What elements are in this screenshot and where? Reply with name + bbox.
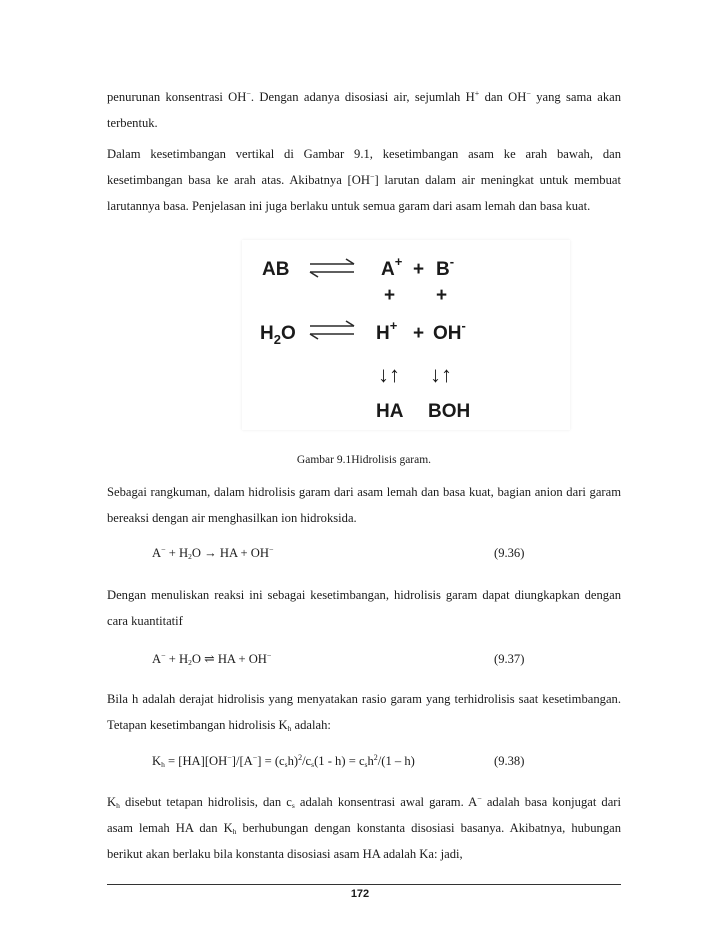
- fig-plus-2b: +: [436, 285, 448, 306]
- equilibrium-arrows-2: [310, 321, 354, 339]
- fig-oh-minus: OH-: [433, 318, 466, 344]
- fig-water-label: $H_2O$: [260, 323, 296, 347]
- fig-ha-label: HA: [376, 401, 404, 422]
- fig-boh-label: BOH: [428, 401, 471, 422]
- page-number: 172: [350, 888, 370, 900]
- footer-rule: [107, 884, 621, 885]
- fig-plus-2a: +: [384, 285, 396, 306]
- equation-9-36: $A^- + H_2O$ → HA + OH−: [152, 545, 274, 561]
- hydrolysis-diagram: [242, 240, 570, 430]
- fig-h-plus: H+: [376, 318, 398, 344]
- paragraph-2: Dalam kesetimbangan vertikal di Gambar 9.1, kesetimbangan asam ke arah bawah, dan kesetimbangan basa ke arah atas. Akibatnya [OH−] larutan dalam air meningkat untuk membuat larutannya basa. Penjelasan ini juga berlaku untuk semua garam dari asam lemah dan basa kuat.: [107, 147, 621, 213]
- paragraph-5: Bila h adalah derajat hidrolisis yang menyatakan rasio garam yang terhidrolisis saat kesetimbangan. Tetapan kesetimbangan hidrolisis $K_h$ adalah:: [107, 692, 621, 733]
- fig-ab-label: AB: [262, 259, 290, 280]
- figure-caption: Gambar 9.1Hidrolisis garam.: [296, 454, 432, 466]
- fig-vertical-arrows-a: ↓↑: [378, 362, 400, 387]
- fig-plus-1: +: [413, 259, 425, 280]
- paragraph-3: Sebagai rangkuman, dalam hidrolisis garam dari asam lemah dan basa kuat, bagian anion dari garam bereaksi dengan air menghasilkan ion hidroksida.: [107, 485, 621, 525]
- fig-b-minus: B-: [436, 254, 455, 280]
- paragraph-1: penurunan konsentrasi OH−. Dengan adanya disosiasi air, sejumlah H+ dan OH− yang sama akan terbentuk.: [107, 89, 621, 130]
- paragraph-4: Dengan menuliskan reaksi ini sebagai kesetimbangan, hidrolisis garam dapat diungkapkan dengan cara kuantitatif: [107, 588, 621, 628]
- equation-number-9-36: (9.36): [494, 546, 525, 560]
- equation-9-38: $K_h = [HA][OH^-]/[A^-] = (c_sh)^2/c_s(1 - h) = c_sh^2/(1 - h)$: [152, 753, 415, 769]
- equation-number-9-37: (9.37): [494, 652, 525, 666]
- paragraph-6: $K_h$ disebut tetapan hidrolisis, dan $c_s$ adalah konsentrasi awal garam. A− adalah basa konjugat dari asam lemah HA dan $K_h$ berhubungan dengan konstanta disosiasi basanya. Akibatnya, hubungan berikut akan berlaku bila konstanta disosiasi asam HA adalah Ka: jadi,: [107, 794, 621, 861]
- hydrolysis-figure: [242, 240, 570, 430]
- fig-vertical-arrows-b: ↓↑: [430, 362, 452, 387]
- equation-number-9-38: (9.38): [494, 754, 525, 768]
- equilibrium-arrows-1: [310, 259, 354, 277]
- fig-a-plus: A+: [381, 254, 403, 280]
- equation-9-37: $A^- + H_2O$ ⇌ HA + OH−: [152, 651, 272, 667]
- fig-plus-3: +: [413, 323, 425, 344]
